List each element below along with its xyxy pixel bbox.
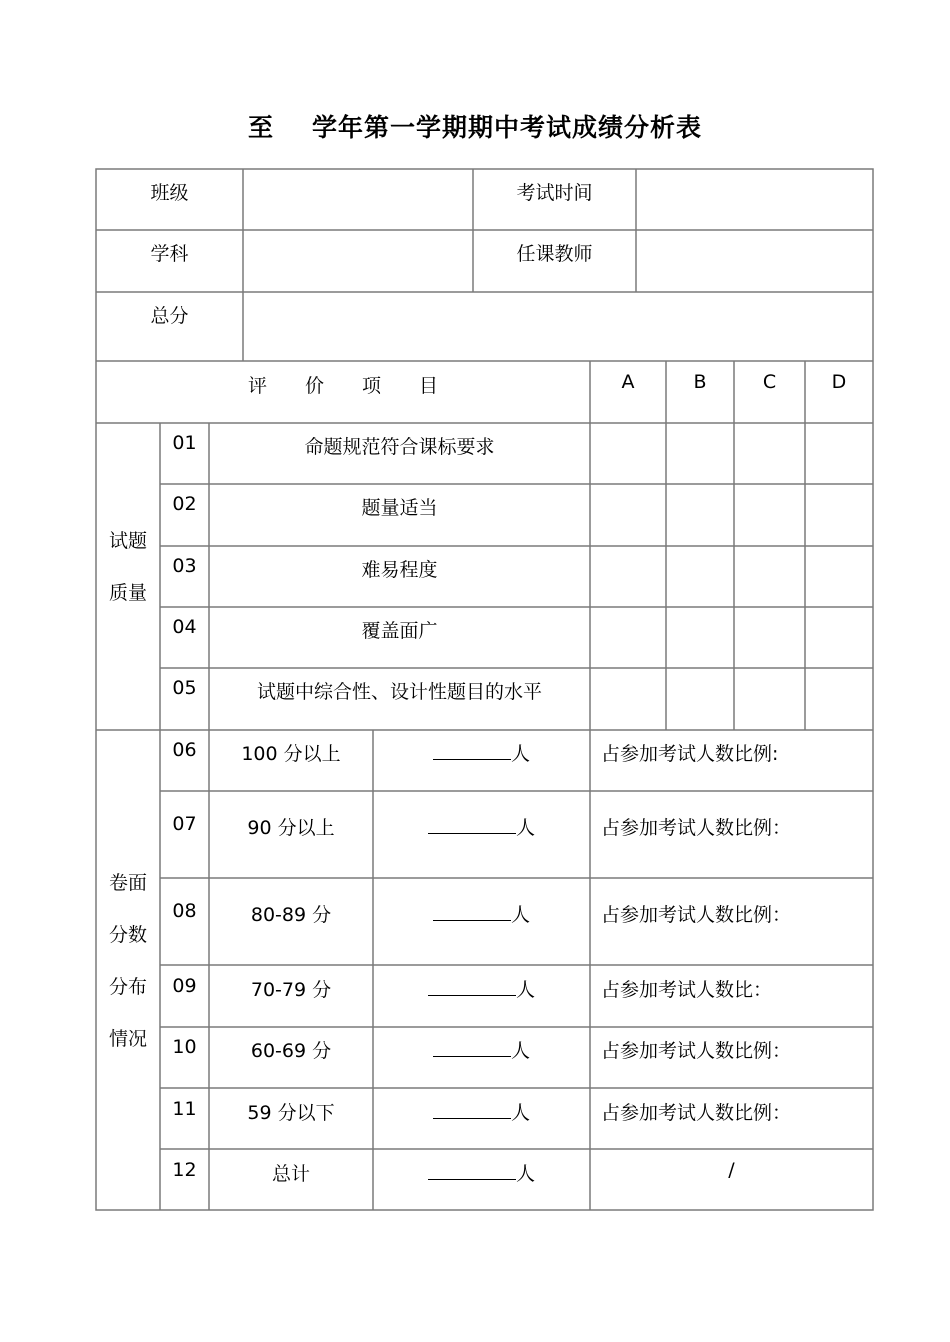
- quality-group-line: 试题: [108, 530, 147, 552]
- row-number: 08: [172, 900, 197, 922]
- distribution-group-line: 卷面: [108, 872, 147, 894]
- teacher-label: 任课教师: [516, 243, 593, 265]
- row-number: 11: [172, 1098, 197, 1120]
- grade-c-header: C: [762, 371, 777, 393]
- class-label: 班级: [150, 182, 189, 204]
- row-number: 01: [172, 432, 197, 454]
- distribution-group-label: [96, 857, 160, 1065]
- row-number: 10: [172, 1036, 197, 1058]
- person-unit: 人: [515, 817, 535, 839]
- grade-d-header: D: [831, 371, 847, 393]
- row-number: 06: [172, 739, 197, 761]
- exam-time-label: 考试时间: [516, 182, 593, 204]
- ratio-label: 占参加考试人数比：: [601, 979, 773, 1001]
- distribution-group-line: 分布: [108, 976, 147, 998]
- score-range: 70-79 分: [250, 979, 332, 1001]
- grade-b-header: B: [693, 371, 707, 393]
- person-unit: 人: [510, 1102, 530, 1124]
- row-number: 12: [172, 1159, 197, 1181]
- quality-group-label: [96, 515, 160, 619]
- ratio-label: 占参加考试人数比例:: [601, 743, 779, 765]
- title-main: 学年第一学期期中考试成绩分析表: [312, 113, 703, 142]
- person-unit: 人: [515, 1163, 535, 1185]
- person-unit: 人: [515, 979, 535, 1001]
- row-number: 03: [172, 555, 197, 577]
- ratio-label: 占参加考试人数比例：: [601, 817, 792, 839]
- score-range: 总计: [271, 1163, 310, 1185]
- row-number: 07: [172, 813, 197, 835]
- score-range: 59 分以下: [247, 1102, 335, 1124]
- ratio-label: 占参加考试人数比例：: [601, 1040, 792, 1062]
- total-score-label: 总分: [150, 305, 189, 327]
- count-field[interactable]: [373, 975, 590, 1002]
- count-field[interactable]: [373, 900, 590, 927]
- quality-item: 命题规范符合课标要求: [304, 436, 495, 458]
- row-number: 09: [172, 975, 197, 997]
- quality-item: 难易程度: [361, 559, 438, 581]
- person-unit: 人: [510, 1040, 530, 1062]
- person-unit: 人: [510, 904, 530, 926]
- row-number: 05: [172, 677, 197, 699]
- distribution-group-line: 分数: [108, 924, 147, 946]
- person-unit: 人: [510, 743, 530, 765]
- row-number: 04: [172, 616, 197, 638]
- score-range: 100 分以上: [241, 743, 341, 765]
- ratio-label: 占参加考试人数比例：: [601, 1102, 792, 1124]
- count-field[interactable]: [373, 739, 590, 766]
- eval-header-label: 评 价 项 目: [247, 375, 438, 397]
- ratio-na: /: [728, 1159, 735, 1181]
- score-range: 60-69 分: [250, 1040, 332, 1062]
- count-field[interactable]: [373, 1036, 590, 1063]
- grade-a-header: A: [621, 371, 635, 393]
- distribution-group-line: 情况: [108, 1028, 147, 1050]
- row-number: 02: [172, 493, 197, 515]
- count-field[interactable]: [373, 813, 590, 840]
- count-field[interactable]: [373, 1098, 590, 1125]
- quality-item: 试题中综合性、设计性题目的水平: [256, 681, 542, 703]
- score-range: 90 分以上: [247, 817, 335, 839]
- count-field[interactable]: [373, 1159, 590, 1186]
- quality-item: 覆盖面广: [361, 620, 438, 642]
- score-range: 80-89 分: [250, 904, 332, 926]
- subject-label: 学科: [150, 243, 189, 265]
- quality-group-line: 质量: [108, 582, 147, 604]
- ratio-label: 占参加考试人数比例：: [601, 904, 792, 926]
- title-prefix: 至: [247, 113, 274, 142]
- quality-item: 题量适当: [361, 497, 438, 519]
